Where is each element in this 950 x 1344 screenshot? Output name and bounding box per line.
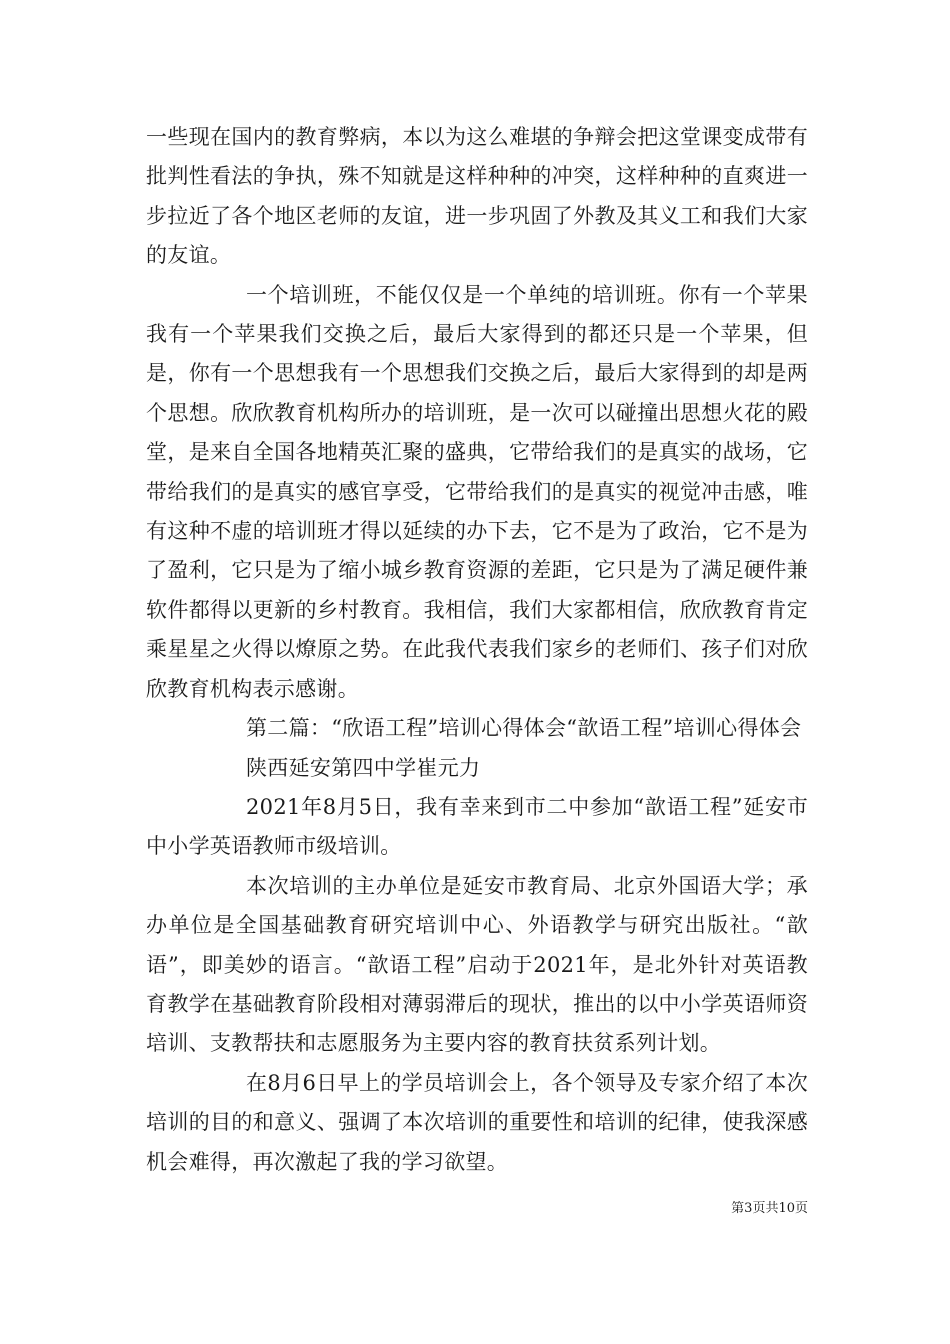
paragraph-5: 在8月6日早上的学员培训会上，各个领导及专家介绍了本次培训的目的和意义、强调了本次培训的重要性和培训的纪律，使我深感机会难得，再次激起了我的学习欲望。 (146, 1070, 808, 1174)
section-heading: 第二篇：“欣语工程”培训心得体会“歆语工程”培训心得体会 (246, 716, 802, 741)
document-body (146, 118, 808, 1182)
paragraph-1: 一些现在国内的教育弊病，本以为这么难堪的争辩会把这堂课变成带有批判性看法的争执，殊不知就是这样种种的冲突，这样种种的直爽进一步拉近了各个地区老师的友谊，进一步巩固了外教及其义工和我们大家的友谊。 (146, 125, 808, 268)
page-number: 第3页共10页 (731, 1201, 808, 1216)
author-line: 陕西延安第四中学崔元力 (246, 755, 481, 780)
paragraph-2: 一个培训班，不能仅仅是一个单纯的培训班。你有一个苹果我有一个苹果我们交换之后，最后大家得到的都还只是一个苹果，但是，你有一个思想我有一个思想我们交换之后，最后大家得到的却是两个思想。欣欣教育机构所办的培训班，是一次可以碰撞出思想火花的殿堂，是来自全国各地精英汇聚的盛典，它带给我们的是真实的战场，它带给我们的是真实的感官享受，它带给我们的是真实的视觉冲击感，唯有这种不虚的培训班才得以延续的办下去，它不是为了政治，它不是为了盈利，它只是为了缩小城乡教育资源的差距，它只是为了满足硬件兼软件都得以更新的乡村教育。我相信，我们大家都相信，欣欣教育肯定乘星星之火得以燎原之势。在此我代表我们家乡的老师们、孩子们对欣欣教育机构表示感谢。 (146, 282, 808, 701)
paragraph-4: 本次培训的主办单位是延安市教育局、北京外国语大学；承办单位是全国基础教育研究培训中心、外语教学与研究出版社。“歆语”，即美妙的语言。“歆语工程”启动于2021年，是北外针对英语教育教学在基础教育阶段相对薄弱滞后的现状，推出的以中小学英语师资培训、支教帮扶和志愿服务为主要内容的教育扶贫系列计划。 (146, 873, 808, 1056)
paragraph-3: 2021年8月5日，我有幸来到市二中参加“歆语工程”延安市中小学英语教师市级培训。 (146, 794, 808, 859)
